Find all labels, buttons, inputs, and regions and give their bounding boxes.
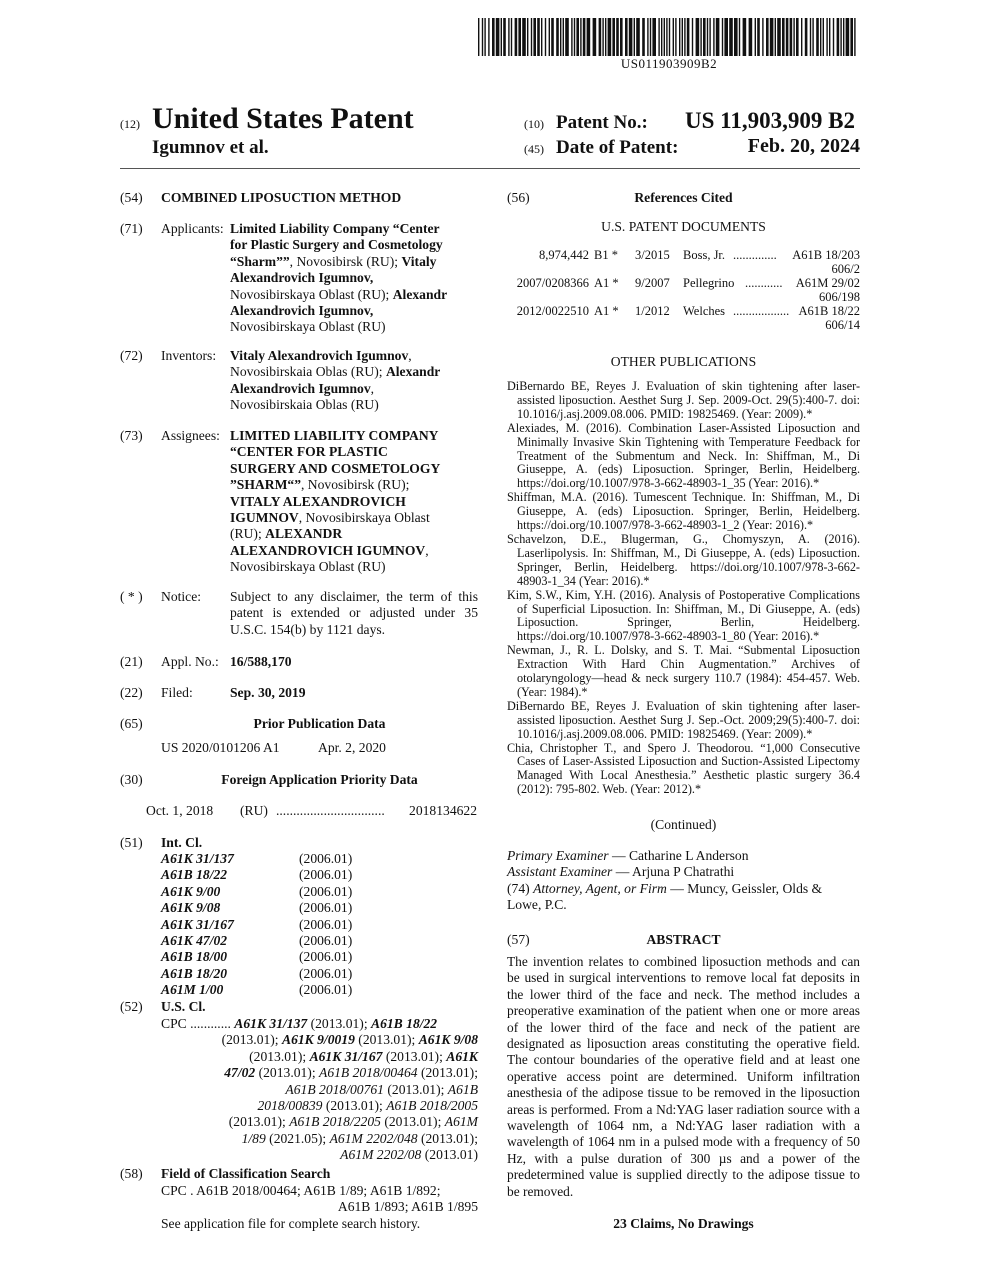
code-30: (30)	[120, 772, 143, 787]
barcode-bar	[602, 18, 603, 56]
ref-cls2: 606/2	[831, 262, 860, 276]
int-cl-row	[161, 982, 401, 998]
int-cl-code: A61K 47/02	[161, 932, 228, 948]
foreign-date: Oct. 1, 2018	[146, 803, 214, 818]
barcode-bar	[496, 18, 500, 56]
barcode-bar	[511, 18, 512, 56]
applicants-value: Limited Liability Company “Center for Plastic Surgery and Cosmetology “Sharm””, Novosibirsk (RU); Vitaly Alexandrovich Igumnov, Novosibirskaya Oblast (RU); Alexandr Alexandrovich Igumnov, Novosibirskaya Oblast (RU)	[230, 221, 448, 335]
appl-no-label: Appl. No.:	[161, 654, 219, 669]
barcode-bar	[777, 18, 781, 56]
barcode-bar	[722, 18, 723, 56]
barcode-bar	[482, 18, 483, 56]
ref-cls: A61B 18/22	[798, 304, 860, 318]
patent-no-label: Patent No.:	[556, 112, 648, 133]
invention-title: COMBINED LIPOSUCTION METHOD	[161, 190, 402, 205]
barcode-bar	[478, 18, 479, 56]
barcode-bar	[707, 18, 708, 56]
int-cl-code: A61B 18/20	[161, 965, 228, 981]
barcode-bar	[580, 18, 581, 56]
int-cl-version: (2006.01)	[299, 949, 353, 965]
barcode-bar	[843, 18, 844, 56]
abstract-heading: ABSTRACT	[646, 932, 721, 947]
barcode	[478, 18, 860, 56]
continued-note: (Continued)	[650, 817, 717, 832]
ref-num: 8,974,442	[539, 248, 589, 262]
int-cl-code: A61K 9/00	[161, 883, 221, 899]
claims-summary: 23 Claims, No Drawings	[613, 1216, 754, 1231]
int-cl-row	[161, 933, 401, 949]
barcode-bar	[837, 18, 840, 56]
barcode-bar	[812, 18, 813, 56]
barcode-bar	[625, 18, 628, 56]
notice-label: Notice:	[161, 589, 202, 604]
barcode-bar	[527, 18, 528, 56]
barcode-bar	[669, 18, 670, 56]
barcode-bar	[515, 18, 518, 56]
barcode-bar	[700, 18, 701, 56]
barcode-bar	[801, 18, 802, 56]
barcode-bar	[549, 18, 550, 56]
int-cl-row	[161, 851, 401, 867]
int-cl-row	[161, 966, 401, 982]
code-57: (57)	[507, 932, 530, 947]
prior-pub-heading: Prior Publication Data	[253, 716, 386, 731]
int-cl-code: A61M 1/00	[161, 982, 224, 998]
barcode-bar	[775, 18, 776, 56]
barcode-bar	[684, 18, 685, 56]
int-cl-row	[161, 900, 401, 916]
barcode-bar	[826, 18, 827, 56]
barcode-bar	[696, 18, 700, 56]
barcode-bar	[770, 18, 774, 56]
barcode-bar	[666, 18, 667, 56]
notice-value: Subject to any disclaimer, the term of this patent is extended or adjusted under 35 U.S.C. 154(b) by 1121 days.	[230, 589, 478, 637]
int-cl-label: Int. Cl.	[161, 835, 203, 850]
code-notice: ( * )	[120, 589, 143, 604]
filed-label: Filed:	[161, 685, 193, 700]
barcode-bar	[673, 18, 674, 56]
int-cl-version: (2006.01)	[299, 867, 353, 883]
ref-dots: ............	[745, 276, 783, 290]
barcode-bar	[576, 18, 579, 56]
barcode-bar	[629, 18, 633, 56]
code-65: (65)	[120, 716, 143, 731]
inventors-value: Vitaly Alexandrovich Igumnov, Novosibirskaia Oblas (RU); Alexandr Alexandrovich Igumnov, Novosibirskaia Oblas (RU)	[230, 348, 441, 413]
barcode-bar	[679, 18, 680, 56]
barcode-bar	[703, 18, 706, 56]
ref-date: 3/2015	[635, 248, 670, 262]
int-cl-version: (2006.01)	[299, 982, 353, 998]
barcode-bar	[608, 18, 612, 56]
cpc-block: CPC ............ A61K 31/137 (2013.01); A61B 18/22 (2013.01); A61K 9/0019 (2013.01); A61K 9/08 (2013.01); A61K 31/167 (2013.01); A61K 47/02 (2013.01); A61B 2018/00464 (2013.01); A61B 2018/00761 (2013.01); A61B 2018/00839 (2013.01); A61B 2018/2005 (2013.01); A61B 2018/2205 (2013.01); A61M 1/89 (2021.05); A61M 2202/048 (2013.01); A61M 2202/08 (2013.01)	[161, 1016, 478, 1163]
barcode-bar	[743, 18, 747, 56]
code-54: (54)	[120, 190, 143, 205]
code-10: (10)	[524, 117, 544, 131]
barcode-bar	[739, 18, 740, 56]
prior-pub-number: US 2020/0101206 A1	[161, 740, 280, 755]
ref-name: Welches	[683, 304, 726, 318]
barcode-bar	[687, 18, 690, 56]
barcode-bar	[503, 18, 506, 56]
barcode-bar	[650, 18, 651, 56]
examiners-block: Primary Examiner — Catharine L Anderson Assistant Examiner — Arjuna P Chatrathi (74) Attorney, Agent, or Firm — Muncy, Geissler, Olds & Lowe, P.C.	[507, 848, 823, 913]
ref-num: 2012/0022510	[516, 304, 589, 318]
barcode-bar	[583, 18, 586, 56]
ref-kind: B1 *	[594, 248, 618, 262]
code-58: (58)	[120, 1166, 143, 1181]
field-search-label: Field of Classification Search	[161, 1166, 331, 1181]
code-71: (71)	[120, 221, 143, 236]
barcode-bar	[854, 18, 855, 56]
barcode-bar	[531, 18, 532, 56]
barcode-bar	[533, 18, 536, 56]
int-cl-row	[161, 949, 401, 965]
int-cl-version: (2006.01)	[299, 965, 353, 981]
int-cl-version: (2006.01)	[299, 900, 353, 916]
barcode-bar	[508, 18, 509, 56]
barcode-bar	[612, 18, 615, 56]
barcode-bar	[755, 18, 756, 56]
assignees-value: LIMITED LIABILITY COMPANY “CENTER FOR PLASTIC SURGERY AND COSMETOLOGY ”SHARM“”, Novosibirsk (RU); VITALY ALEXANDROVICH IGUMNOV, Novosibirskaya Oblast (RU); ALEXANDR ALEXANDROVICH IGUMNOV, Novosibirskaya Oblast (RU)	[230, 428, 441, 575]
barcode-bar	[729, 18, 733, 56]
barcode-bar	[796, 18, 799, 56]
int-cl-version: (2006.01)	[299, 883, 353, 899]
code-56: (56)	[507, 190, 530, 205]
barcode-bar	[492, 18, 495, 56]
publication-entry: Chia, Christopher T., and Spero J. Theodorou. “1,000 Consecutive Cases of Laser-Assisted Liposuction and Suction-Assisted Lipectomy Managed With Local Anesthesia.” Aesthetic plastic surgery 36.4 (2012): 795-802. Web. (Year: 2012).*	[507, 740, 860, 797]
barcode-bar	[810, 18, 811, 56]
barcode-bar	[757, 18, 760, 56]
barcode-bar	[587, 18, 591, 56]
int-cl-code: A61B 18/22	[161, 867, 228, 883]
barcode-bar	[790, 18, 793, 56]
barcode-bar	[501, 18, 502, 56]
barcode-bar	[484, 18, 485, 56]
publications-list	[507, 380, 860, 797]
barcode-bar	[616, 18, 619, 56]
barcode-bar	[545, 18, 546, 56]
us-cl-label: U.S. Cl.	[161, 999, 206, 1014]
barcode-bar	[565, 18, 569, 56]
ref-cls2: 606/14	[825, 318, 860, 332]
int-cl-list	[161, 851, 401, 999]
barcode-number: US011903909B2	[620, 56, 718, 71]
publication-entry: Alexiades, M. (2016). Combination Laser-Assisted Liposuction and Minimally Invasive Skin Tightening with Temperature Feedback for Treatment of the Submentum and Neck. In: Shiffman, M., Di Giuseppe, A. (eds) Liposuction. Springer, Berlin, Heidelberg. https://doi.org/10.1007/978-3-662-48903-1_35 (Year: 2016).*	[507, 420, 860, 491]
barcode-bar	[816, 18, 819, 56]
code-45: (45)	[524, 142, 544, 156]
ref-cls: A61B 18/203	[792, 248, 860, 262]
barcode-bar	[563, 18, 564, 56]
barcode-bar	[840, 18, 841, 56]
assignees-label: Assignees:	[161, 428, 220, 443]
ref-date: 9/2007	[635, 276, 670, 290]
ref-dots: ..................	[733, 304, 790, 318]
int-cl-version: (2006.01)	[299, 916, 353, 932]
barcode-bar	[574, 18, 575, 56]
refs-subheading: U.S. PATENT DOCUMENTS	[601, 219, 766, 234]
barcode-bar	[599, 18, 602, 56]
field-search-value: CPC . A61B 2018/00464; A61B 1/89; A61B 1/892; A61B 1/893; A61B 1/895 See application file for complete search history.	[161, 1183, 478, 1231]
date-label: Date of Patent:	[556, 137, 679, 158]
int-cl-code: A61B 18/00	[161, 949, 228, 965]
patent-date: Feb. 20, 2024	[747, 135, 860, 157]
int-cl-row	[161, 917, 401, 933]
barcode-bar	[636, 18, 640, 56]
barcode-bar	[560, 18, 561, 56]
patent-number: US 11,903,909 B2	[685, 108, 855, 133]
int-cl-code: A61K 9/08	[161, 900, 221, 916]
barcode-bar	[522, 18, 526, 56]
prior-pub-date: Apr. 2, 2020	[318, 740, 386, 755]
barcode-bar	[571, 18, 572, 56]
ref-dots: ..............	[733, 248, 777, 262]
barcode-bar	[537, 18, 540, 56]
publication-entry: DiBernardo BE, Reyes J. Evaluation of skin tightening after laser-assisted liposuction. Aesthet Surg J. Sep. 2009-Oct. 29(5):400-7. doi: 10.1016/j.asj.2009.08.006. PMID: 19825469. (Year: 2009).*	[507, 379, 860, 421]
publication-entry: Schavelzon, D.E., Blugerman, G., Chomyszyn, A. (2016). Laserlipolysis. In: Shiffman, M., Di Giuseppe, A. (eds) Liposuction. Springer, Berlin, Heidelberg. https://doi.org/10.1007/978-3-662-48903-1_34 (Year: 2016).*	[507, 531, 860, 588]
code-12: (12)	[120, 117, 140, 131]
barcode-bar	[634, 18, 635, 56]
code-21: (21)	[120, 654, 143, 669]
int-cl-version: (2006.01)	[299, 932, 353, 948]
barcode-bar	[518, 18, 521, 56]
barcode-bar	[692, 18, 693, 56]
doc-type: United States Patent	[152, 102, 414, 135]
abstract-text: The invention relates to combined liposuction methods and can be used in surgical interventions to remove local fat deposits in the lower third of the face and neck. The method includes a preoperative examination of the patient when one or more areas of the lower third of the face and neck of the patient are designated as liposuction areas constituting the operative field. The contour boundaries of the operative field and at least one operative access point are determined. Uniform infiltration anesthesia of the adipose tissue to be removed in the liposuction areas is performed. From a Nd:YAG laser radiation source with a wavelength of 1064 nm, a Nd:YAG laser radiation with a wavelength of 1064 nm in a pulsed mode with a frequency of 50 Hz, with a pulse duration of 300 µs and a power of the predetermined value is supplied directly to the adipose tissue to be removed.	[507, 954, 860, 1199]
barcode-bar	[820, 18, 821, 56]
int-cl-row	[161, 867, 401, 883]
ref-name: Pellegrino	[683, 276, 735, 290]
barcode-bar	[833, 18, 834, 56]
barcode-bar	[605, 18, 606, 56]
barcode-bar	[846, 18, 850, 56]
foreign-number: 2018134622	[409, 803, 477, 818]
int-cl-code: A61K 31/137	[161, 851, 234, 866]
ref-kind: A1 *	[594, 304, 619, 318]
refs-heading: References Cited	[634, 190, 733, 205]
int-cl-row	[161, 884, 401, 900]
header-rule	[120, 168, 860, 169]
barcode-bar	[675, 18, 676, 56]
ref-num: 2007/0208366	[516, 276, 589, 290]
ref-name: Boss, Jr.	[683, 248, 726, 262]
barcode-bar	[713, 18, 714, 56]
inventors-label: Inventors:	[161, 348, 217, 363]
barcode-bar	[647, 18, 648, 56]
ref-kind: A1 *	[594, 276, 619, 290]
barcode-bar	[734, 18, 738, 56]
barcode-bar	[716, 18, 720, 56]
barcode-bar	[823, 18, 824, 56]
barcode-bar	[850, 18, 853, 56]
barcode-bar	[642, 18, 645, 56]
inventors-short: Igumnov et al.	[152, 137, 269, 158]
foreign-country: (RU)	[240, 803, 268, 818]
barcode-bar	[782, 18, 785, 56]
foreign-heading: Foreign Application Priority Data	[221, 772, 418, 787]
ref-date: 1/2012	[635, 304, 670, 318]
barcode-bar	[541, 18, 542, 56]
barcode-bar	[682, 18, 683, 56]
code-72: (72)	[120, 348, 143, 363]
int-cl-version: (2006.01)	[299, 851, 353, 866]
ref-cls: A61M 29/02	[795, 276, 860, 290]
barcode-bar	[620, 18, 623, 56]
barcode-bar	[749, 18, 753, 56]
barcode-bar	[766, 18, 769, 56]
foreign-dots: ................................	[276, 803, 385, 818]
barcode-bar	[593, 18, 597, 56]
publication-entry: DiBernardo BE, Reyes J. Evaluation of skin tightening after laser-assisted liposuction. Aesthet Surg J. Sep.-Oct. 2009;29(5):400-7. doi: 10.1016/j.asj.2009.08.006. PMID: 19825469. (Year: 2009).*	[507, 698, 860, 741]
barcode-bar	[556, 18, 559, 56]
applicants-label: Applicants:	[161, 221, 224, 236]
barcode-bar	[805, 18, 808, 56]
int-cl-code: A61K 31/167	[161, 916, 234, 932]
barcode-bar	[829, 18, 830, 56]
barcode-bar	[661, 18, 662, 56]
barcode-bar	[658, 18, 659, 56]
appl-no-value: 16/588,170	[230, 654, 292, 669]
barcode-bar	[652, 18, 656, 56]
barcode-bar	[724, 18, 728, 56]
code-51: (51)	[120, 835, 143, 850]
publication-entry: Kim, S.W., Kim, Y.H. (2016). Analysis of Postoperative Complications of Superficial Liposuction. In: Shiffman, M., Di Giuseppe, A. (eds) Liposuction. Springer, Berlin, Heidelberg. https://doi.org/10.1007/978-3-662-48903-1_80 (Year: 2016).*	[507, 587, 860, 644]
barcode-bar	[551, 18, 554, 56]
publication-entry: Newman, J., R. L. Dolsky, and S. T. Mai. “Submental Liposuction Extraction With Hard Chin Augmentation.” Archives of otolaryngology—head & neck surgery 110.7 (1984): 454-457. Web. (Year: 1984).*	[507, 643, 860, 699]
code-52: (52)	[120, 999, 143, 1014]
ref-cls2: 606/198	[819, 290, 860, 304]
barcode-bar	[709, 18, 710, 56]
code-73: (73)	[120, 428, 143, 443]
barcode-bar	[793, 18, 794, 56]
publication-entry: Shiffman, M.A. (2016). Tumescent Technique. In: Shiffman, M., Di Giuseppe, A. (eds) Liposuction. Springer, Berlin, Heidelberg. https://doi.org/10.1007/978-3-662-48903-1_2 (Year: 2016).*	[507, 490, 860, 533]
code-22: (22)	[120, 685, 143, 700]
filed-value: Sep. 30, 2019	[230, 685, 306, 700]
barcode-bar	[762, 18, 763, 56]
barcode-bar	[664, 18, 665, 56]
barcode-bar	[488, 18, 489, 56]
barcode-bar	[786, 18, 789, 56]
other-pub-heading: OTHER PUBLICATIONS	[610, 354, 757, 369]
